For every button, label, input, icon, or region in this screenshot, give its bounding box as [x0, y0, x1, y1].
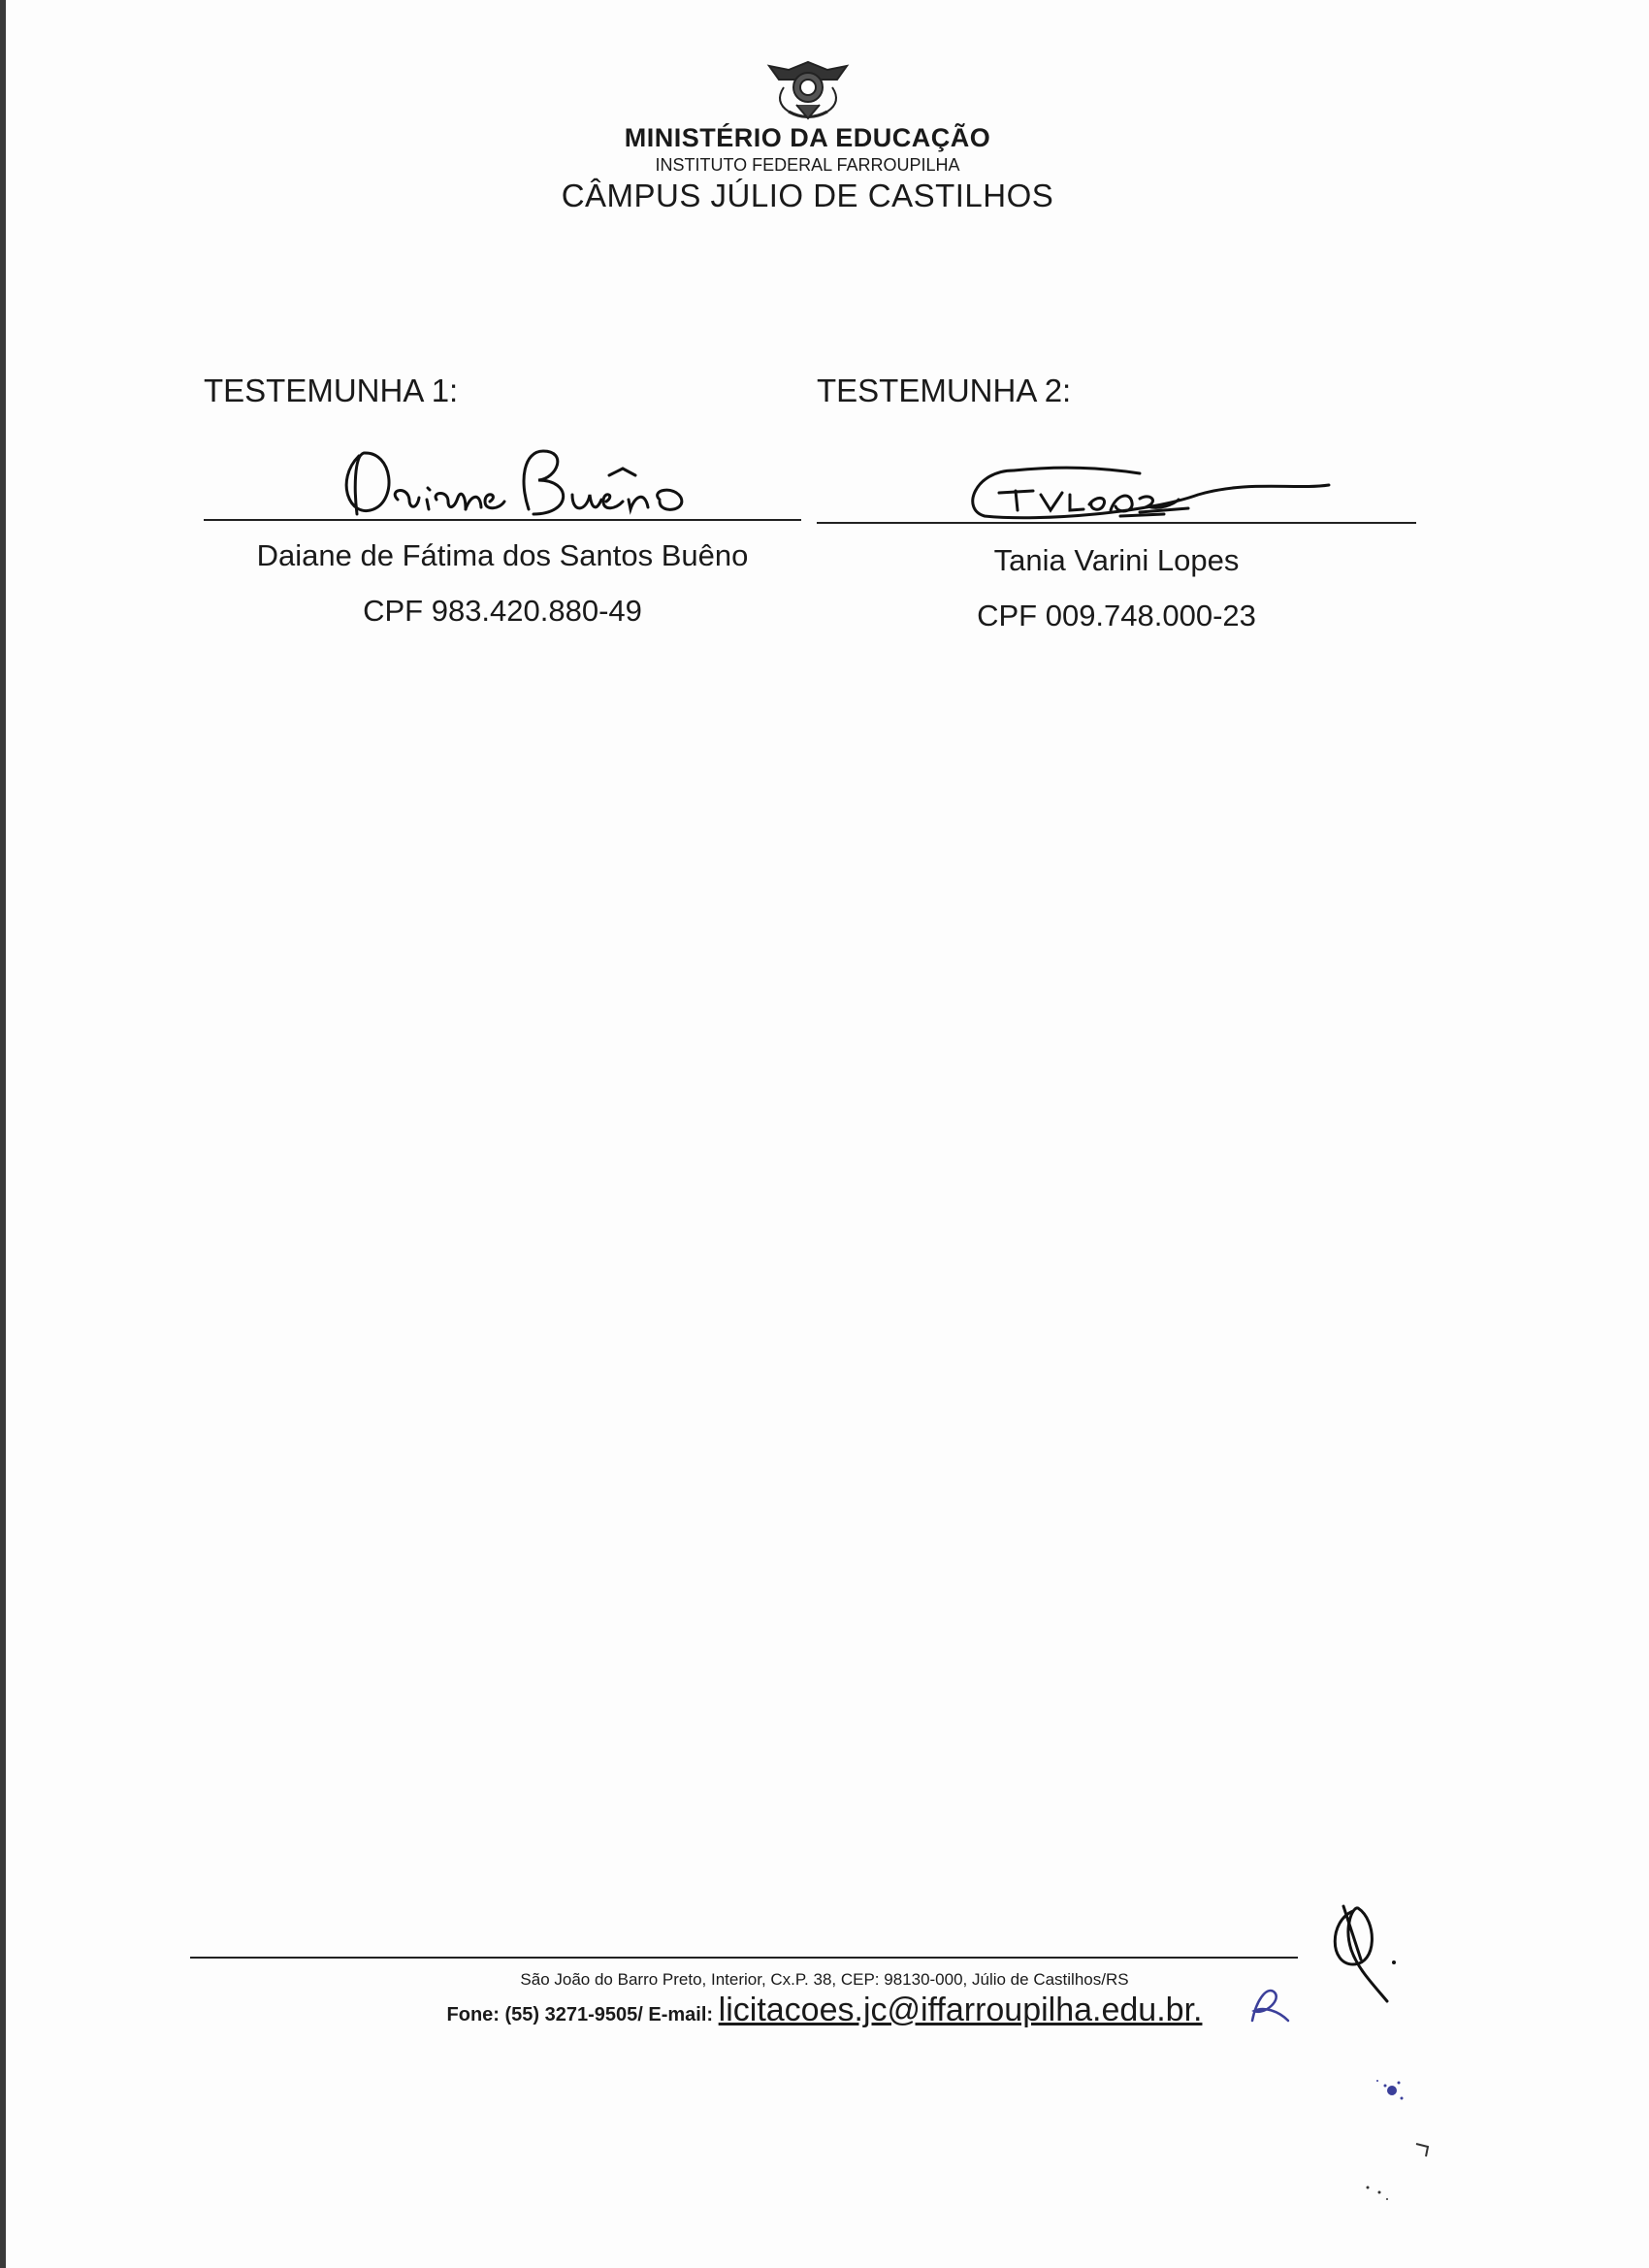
footer-address: São João do Barro Preto, Interior, Cx.P. 38, CEP: 98130-000, Júlio de Castilhos/RS [520, 1970, 1129, 1989]
scan-edge [0, 0, 6, 2268]
witness-1-signature [340, 441, 737, 524]
brazil-coat-of-arms-icon [760, 58, 857, 121]
witness-1-label: TESTEMUNHA 1: [204, 373, 459, 408]
ministry-title: MINISTÉRIO DA EDUCAÇÃO [624, 123, 991, 152]
witness-2-signature-line [817, 522, 1416, 524]
witness-2-label: TESTEMUNHA 2: [817, 373, 1072, 408]
footer-email-link[interactable]: licitacoes.jc@iffarroupilha.edu.br. [718, 1992, 1203, 2028]
footer-contact [0, 1992, 1649, 2029]
witness-1-name: Daiane de Fátima dos Santos Buêno [256, 538, 749, 572]
footer-divider [190, 1957, 1298, 1959]
footer-phone: Fone: (55) 3271-9505/ E-mail: [446, 2004, 714, 2025]
witness-2-cpf: CPF 009.748.000-23 [977, 599, 1256, 632]
blue-pen-initial-icon [1245, 1982, 1293, 2025]
witness-2-name: Tania Varini Lopes [993, 543, 1240, 577]
scan-speckles [1358, 2071, 1465, 2217]
letterhead [0, 58, 1615, 214]
campus-name: CÂMPUS JÚLIO DE CASTILHOS [561, 178, 1054, 213]
handwritten-initial-icon [1324, 1896, 1402, 2008]
witness-1-cpf: CPF 983.420.880-49 [363, 594, 642, 628]
witness-1-signature-line [204, 519, 801, 521]
institute-name: INSTITUTO FEDERAL FARROUPILHA [655, 155, 960, 175]
witness-2-signature [955, 456, 1343, 524]
